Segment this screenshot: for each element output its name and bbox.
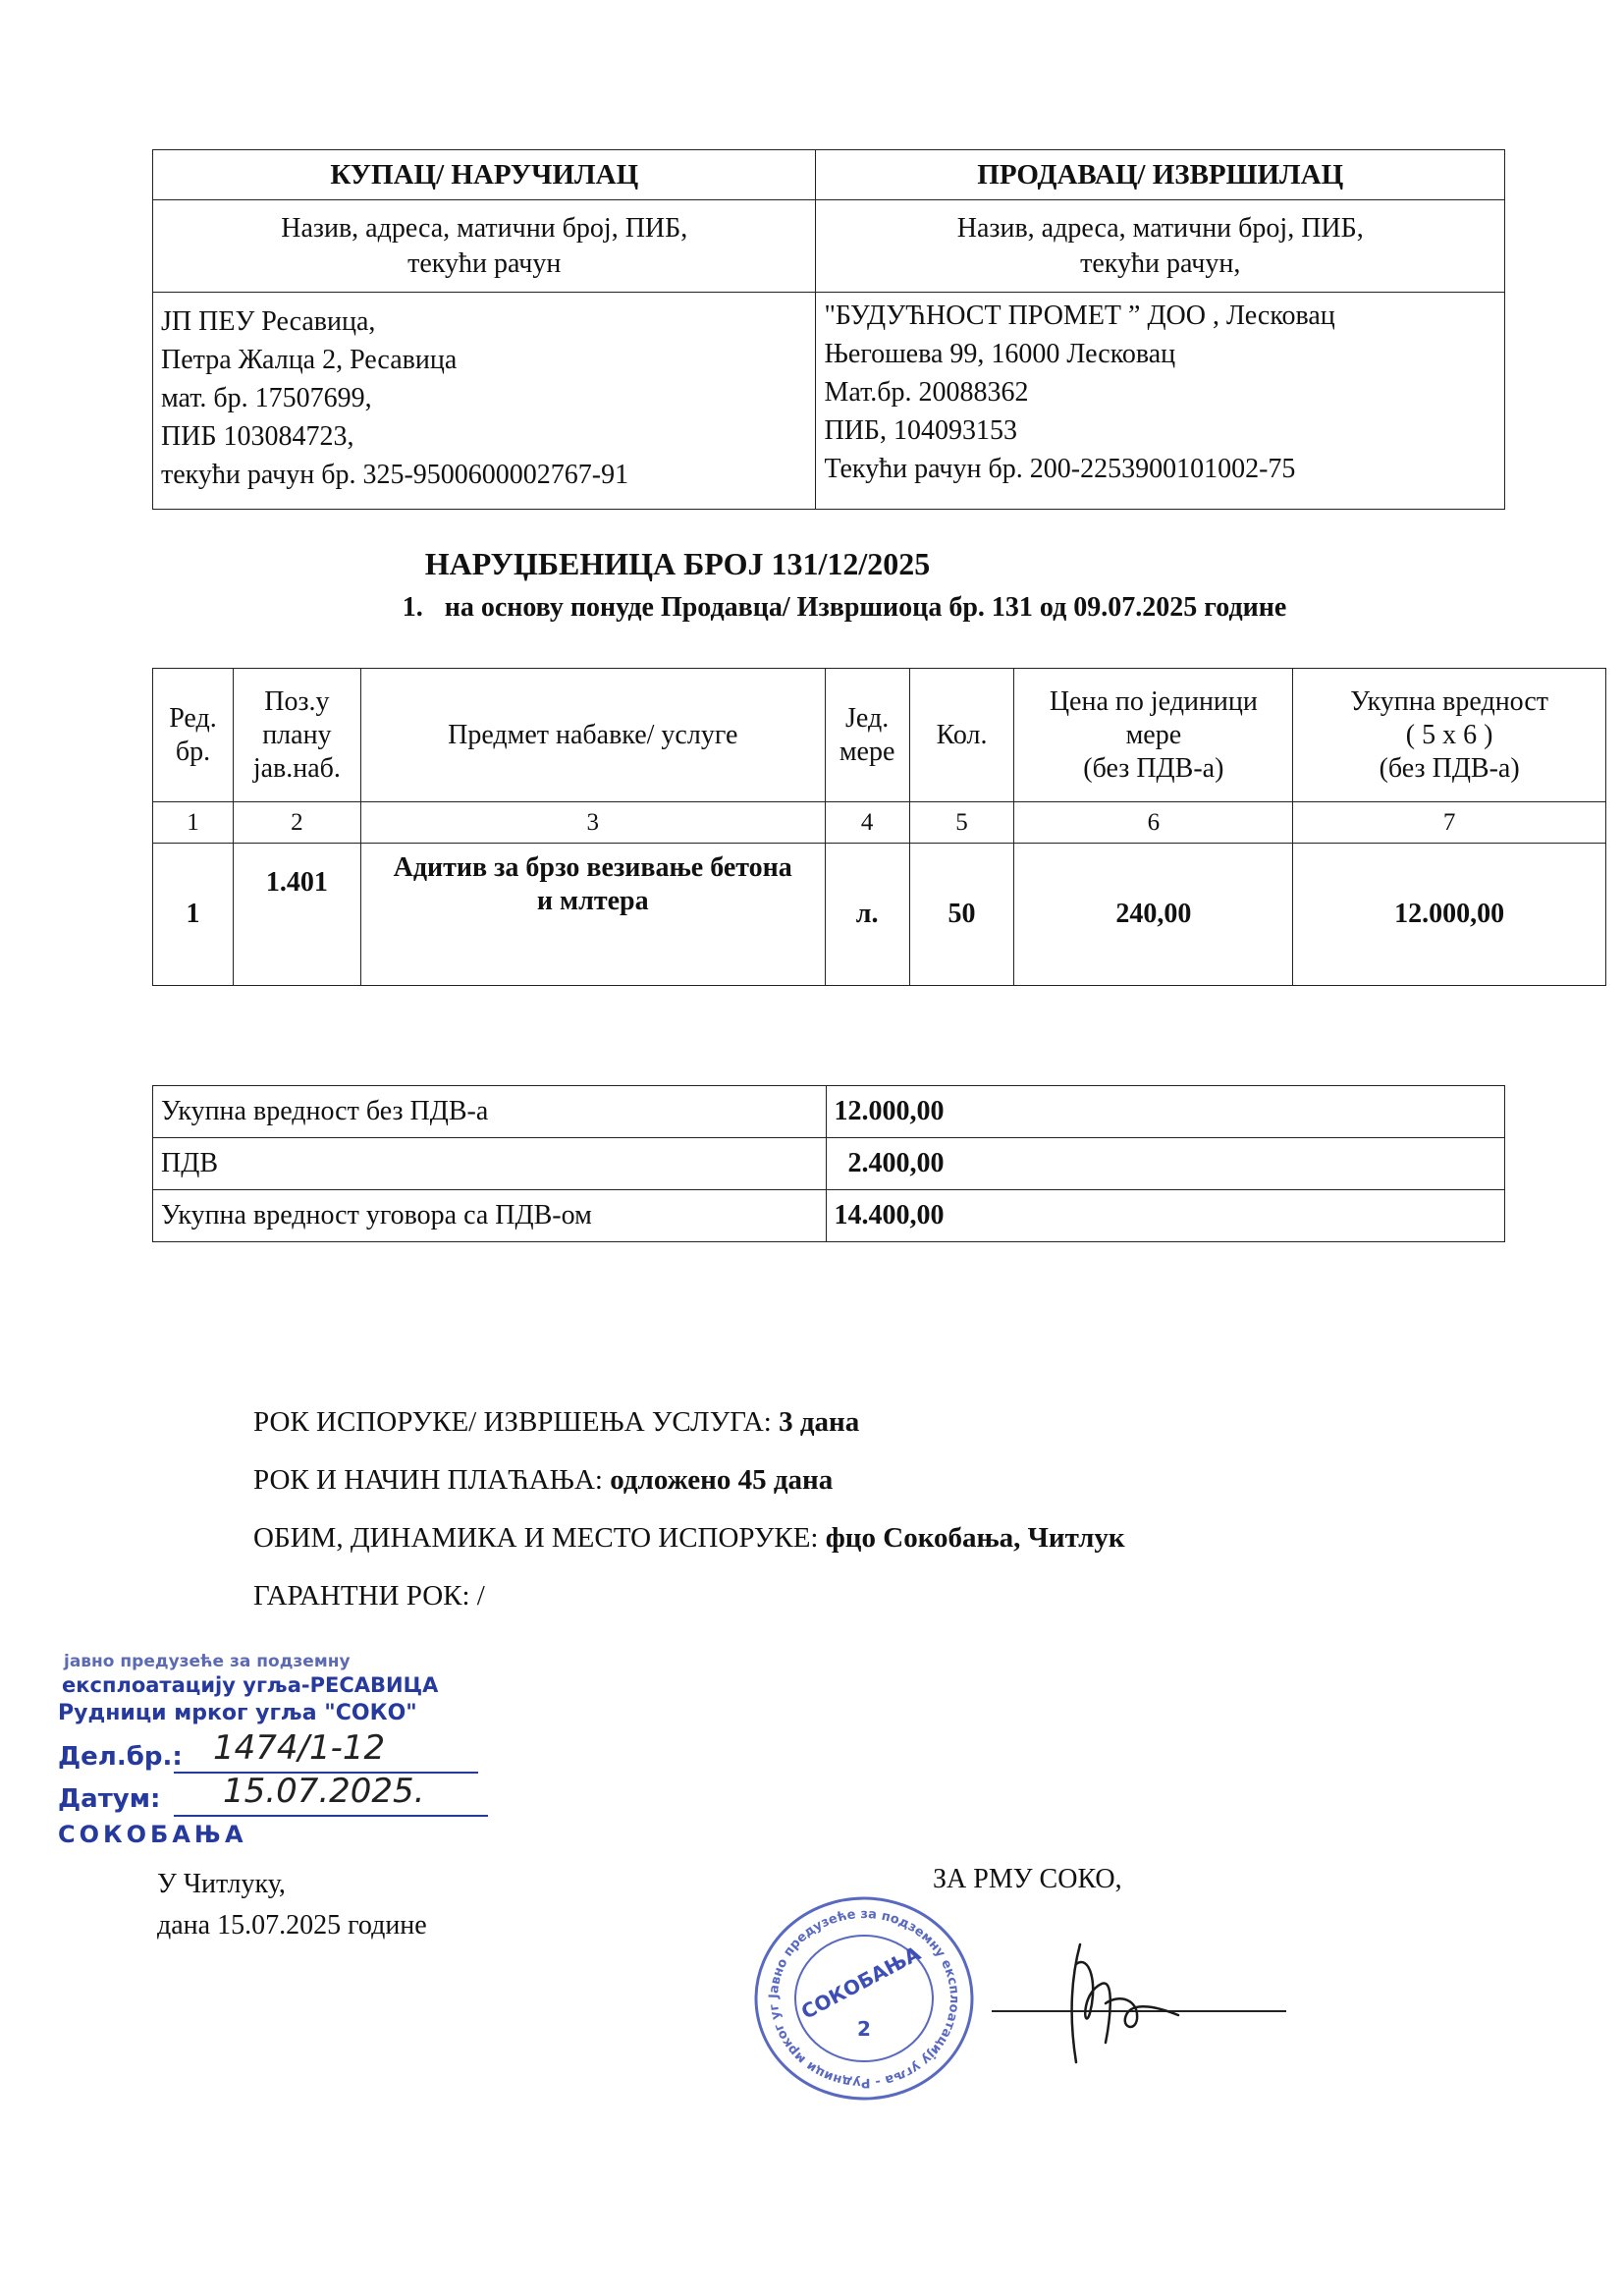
header-line: ( 5 x 6 ) bbox=[1405, 719, 1493, 750]
header-line: (без ПДВ-а) bbox=[1379, 752, 1520, 784]
row-unit: л. bbox=[825, 844, 909, 986]
stamp-line-2: експлоатацију угља-РЕСАВИЦА bbox=[62, 1673, 439, 1697]
subtitle-text: на основу понуде Продавца/ Извршиоца бр. 131 од 09.07.2025 године bbox=[444, 592, 1287, 623]
seal-ring-text: Јавно предузеће за подземну експлоатацију угља - Рудници мрког уг bbox=[766, 1906, 962, 2091]
seal-number: 2 bbox=[857, 2017, 871, 2041]
items-index-row bbox=[153, 802, 1606, 844]
header-line: Поз.у bbox=[264, 685, 330, 717]
stamp-date-value: 15.07.2025. bbox=[223, 1772, 425, 1811]
buyer-tax-id: ПИБ 103084723, bbox=[161, 421, 354, 452]
delivery-term-label: РОК ИСПОРУКЕ/ ИЗВРШЕЊА УСЛУГА: bbox=[253, 1406, 780, 1438]
totals-row bbox=[153, 1138, 1505, 1190]
handwritten-signature bbox=[1051, 1925, 1188, 2072]
subtitle-number: 1. bbox=[402, 592, 423, 623]
stamp-line-1: јавно предузеће за подземну bbox=[64, 1652, 351, 1671]
stamp-del-label: Дел.бр.: bbox=[58, 1742, 183, 1772]
seller-subheader bbox=[816, 200, 1505, 293]
header-line: Укупна вредност bbox=[1350, 685, 1549, 717]
total-amount: 12.000,00 bbox=[826, 1086, 1505, 1138]
total-label: Укупна вредност без ПДВ-а bbox=[153, 1086, 827, 1138]
col-header-row-no bbox=[153, 669, 234, 802]
item-line: Адитив за брзо везивање бетона bbox=[393, 852, 792, 883]
stamp-del-value: 1474/1-12 bbox=[213, 1728, 386, 1768]
col-header-total bbox=[1293, 669, 1606, 802]
header-line: Кол. bbox=[936, 719, 988, 750]
seller-address: Његошева 99, 16000 Лесковац bbox=[824, 339, 1176, 369]
seller-reg-no: Мат.бр. 20088362 bbox=[824, 377, 1029, 408]
header-line: Предмет набавке/ услуге bbox=[448, 719, 738, 750]
buyer-account: текући рачун бр. 325-9500600002767-91 bbox=[161, 460, 629, 490]
totals-row bbox=[153, 1190, 1505, 1242]
index-cell: 7 bbox=[1293, 802, 1606, 844]
index-cell: 3 bbox=[360, 802, 825, 844]
stamp-date-underline bbox=[174, 1815, 488, 1817]
delivery-scope-label: ОБИМ, ДИНАМИКА И МЕСТО ИСПОРУКЕ: bbox=[253, 1522, 826, 1554]
warranty-term-label: ГАРАНТНИ РОК: / bbox=[253, 1580, 485, 1612]
signatory-label: ЗА РМУ СОКО, bbox=[933, 1864, 1122, 1894]
payment-term-value: одложено 45 дана bbox=[610, 1464, 834, 1496]
total-amount: 14.400,00 bbox=[826, 1190, 1505, 1242]
delivery-scope bbox=[253, 1522, 1125, 1555]
totals-table bbox=[152, 1085, 1505, 1242]
buyer-details bbox=[153, 293, 816, 510]
payment-term bbox=[253, 1464, 833, 1497]
place-text: У Читлуку, bbox=[157, 1869, 286, 1899]
date-text: дана 15.07.2025 године bbox=[157, 1910, 427, 1941]
col-header-item bbox=[360, 669, 825, 802]
index-cell: 4 bbox=[825, 802, 909, 844]
header-line: Ред. bbox=[169, 702, 217, 734]
total-amount: 2.400,00 bbox=[826, 1138, 1505, 1190]
seller-header: ПРОДАВАЦ/ ИЗВРШИЛАЦ bbox=[816, 150, 1505, 200]
header-line: (без ПДВ-а) bbox=[1083, 752, 1224, 784]
totals-row bbox=[153, 1086, 1505, 1138]
plan-position-value: 1.401 bbox=[265, 867, 328, 898]
signature-graphic bbox=[1051, 1925, 1188, 2072]
total-label: Укупна вредност уговора са ПДВ-ом bbox=[153, 1190, 827, 1242]
col-header-unit bbox=[825, 669, 909, 802]
round-seal-graphic bbox=[746, 1890, 982, 2106]
seller-tax-id: ПИБ, 104093153 bbox=[824, 415, 1017, 446]
index-cell: 2 bbox=[233, 802, 360, 844]
header-line: мере bbox=[1125, 719, 1182, 750]
row-plan-position bbox=[233, 844, 360, 986]
seller-details bbox=[816, 293, 1505, 510]
seller-sub-line: текући рачун, bbox=[1080, 247, 1241, 279]
buyer-sub-line: текући рачун bbox=[407, 247, 562, 279]
seller-name: "БУДУЋНОСТ ПРОМЕТ ” ДОО , Лесковац bbox=[824, 301, 1335, 331]
header-line: мере bbox=[839, 736, 895, 767]
delivery-term bbox=[253, 1406, 859, 1439]
row-item bbox=[360, 844, 825, 986]
buyer-reg-no: мат. бр. 17507699, bbox=[161, 383, 372, 413]
payment-term-label: РОК И НАЧИН ПЛАЋАЊА: bbox=[253, 1464, 611, 1496]
stamp-date-label: Датум: bbox=[58, 1784, 161, 1814]
row-unit-price: 240,00 bbox=[1014, 844, 1293, 986]
items-table bbox=[152, 668, 1606, 986]
seal-center-text: СОКОБАЊА bbox=[796, 1941, 925, 2024]
delivery-term-value: 3 дана bbox=[779, 1406, 860, 1438]
col-header-qty bbox=[909, 669, 1014, 802]
buyer-subheader bbox=[153, 200, 816, 293]
header-line: Цена по јединици bbox=[1049, 685, 1258, 717]
round-seal bbox=[746, 1890, 982, 2106]
header-line: јав.наб. bbox=[252, 752, 341, 784]
index-cell: 5 bbox=[909, 802, 1014, 844]
item-line: и млтера bbox=[536, 886, 649, 916]
row-number: 1 bbox=[153, 844, 234, 986]
buyer-header: КУПАЦ/ НАРУЧИЛАЦ bbox=[153, 150, 816, 200]
header-line: бр. bbox=[175, 736, 211, 767]
row-total: 12.000,00 bbox=[1293, 844, 1606, 986]
seller-sub-line: Назив, адреса, матични број, ПИБ, bbox=[956, 212, 1364, 244]
place-and-date bbox=[157, 1864, 427, 1946]
delivery-scope-value: фцо Сокобања, Читлук bbox=[825, 1522, 1125, 1554]
row-qty: 50 bbox=[909, 844, 1014, 986]
stamp-city: СОКОБАЊА bbox=[58, 1821, 247, 1848]
index-cell: 1 bbox=[153, 802, 234, 844]
registration-stamp bbox=[54, 1652, 447, 1848]
table-row bbox=[153, 844, 1606, 986]
index-cell: 6 bbox=[1014, 802, 1293, 844]
buyer-address: Петра Жалца 2, Ресавица bbox=[161, 345, 458, 375]
buyer-sub-line: Назив, адреса, матични број, ПИБ, bbox=[281, 212, 688, 244]
header-line: Јед. bbox=[845, 702, 890, 734]
header-line: плану bbox=[262, 719, 332, 750]
col-header-unit-price bbox=[1014, 669, 1293, 802]
buyer-name: ЈП ПЕУ Ресавица, bbox=[161, 306, 376, 337]
col-header-plan-pos bbox=[233, 669, 360, 802]
order-subtitle bbox=[0, 592, 1624, 624]
stamp-line-3: Рудници мрког угља "СОКО" bbox=[58, 1701, 417, 1725]
warranty-term bbox=[253, 1580, 485, 1613]
total-label: ПДВ bbox=[153, 1138, 827, 1190]
seller-account: Текући рачун бр. 200-2253900101002-75 bbox=[824, 454, 1296, 484]
party-table bbox=[152, 149, 1505, 510]
items-header-row bbox=[153, 669, 1606, 802]
order-title: НАРУЏБЕНИЦА БРОЈ 131/12/2025 bbox=[424, 546, 931, 581]
